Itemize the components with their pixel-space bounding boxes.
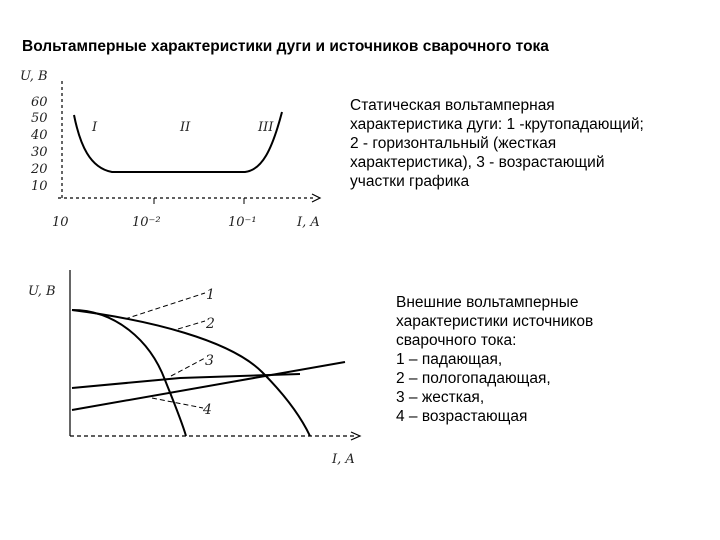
description-line: характеристика), 3 - возрастающий: [350, 154, 605, 171]
top-x-axis-label: I, A: [297, 215, 320, 230]
description-line: участки графика: [350, 173, 470, 190]
y-tick-60: 60: [31, 95, 48, 110]
arc-vac-curve: [74, 112, 282, 172]
curve-label-1: 1: [206, 287, 215, 303]
arc-vac-description: [350, 96, 644, 191]
description-line: Статическая вольтамперная: [350, 97, 555, 114]
curve-label-2: 2: [206, 316, 215, 332]
description-line: характеристика дуги: 1 -крутопадающий;: [350, 116, 644, 133]
curve-label-3: 3: [205, 353, 214, 369]
description-line: 3 – жесткая,: [396, 389, 485, 406]
description-line: 2 - горизонтальный (жесткая: [350, 135, 557, 152]
y-tick-50: 50: [31, 111, 48, 126]
slide-title: Вольтамперные характеристики дуги и источников сварочного тока: [22, 38, 549, 55]
description-line: 1 – падающая,: [396, 351, 503, 368]
description-line: Внешние вольтамперные: [396, 294, 579, 311]
region-label-III: III: [258, 120, 274, 135]
arc-vac-graph: [20, 69, 320, 230]
y-tick-30: 30: [31, 145, 48, 160]
x-tick-10e-2: 10⁻²: [132, 215, 161, 230]
leader-line-3: [171, 358, 205, 376]
description-line: характеристики источников: [396, 313, 594, 330]
region-label-I: I: [92, 120, 98, 135]
y-tick-20: 20: [31, 162, 48, 177]
region-label-II: II: [180, 120, 191, 135]
source-vac-graph: [28, 270, 360, 467]
leader-line-1: [125, 293, 205, 319]
leader-line-2: [178, 321, 205, 329]
description-line: 2 – пологопадающая,: [396, 370, 551, 387]
x-tick-10e-1: 10⁻¹: [228, 215, 257, 230]
source-vac-description: [396, 293, 593, 426]
curve-label-4: 4: [203, 402, 212, 418]
bottom-y-axis-label: U, B: [28, 284, 56, 299]
curve-2-gently-falling: [72, 310, 310, 436]
description-line: сварочного тока:: [396, 332, 517, 349]
bottom-x-axis-label: I, A: [332, 452, 355, 467]
x-tick-10: 10: [52, 215, 69, 230]
top-x-arrow: [312, 194, 320, 202]
description-line: 4 – возрастающая: [396, 408, 528, 425]
y-tick-10: 10: [31, 179, 48, 194]
y-tick-40: 40: [31, 128, 48, 143]
top-y-axis-label: U, B: [20, 69, 48, 84]
leader-line-4: [152, 398, 203, 408]
